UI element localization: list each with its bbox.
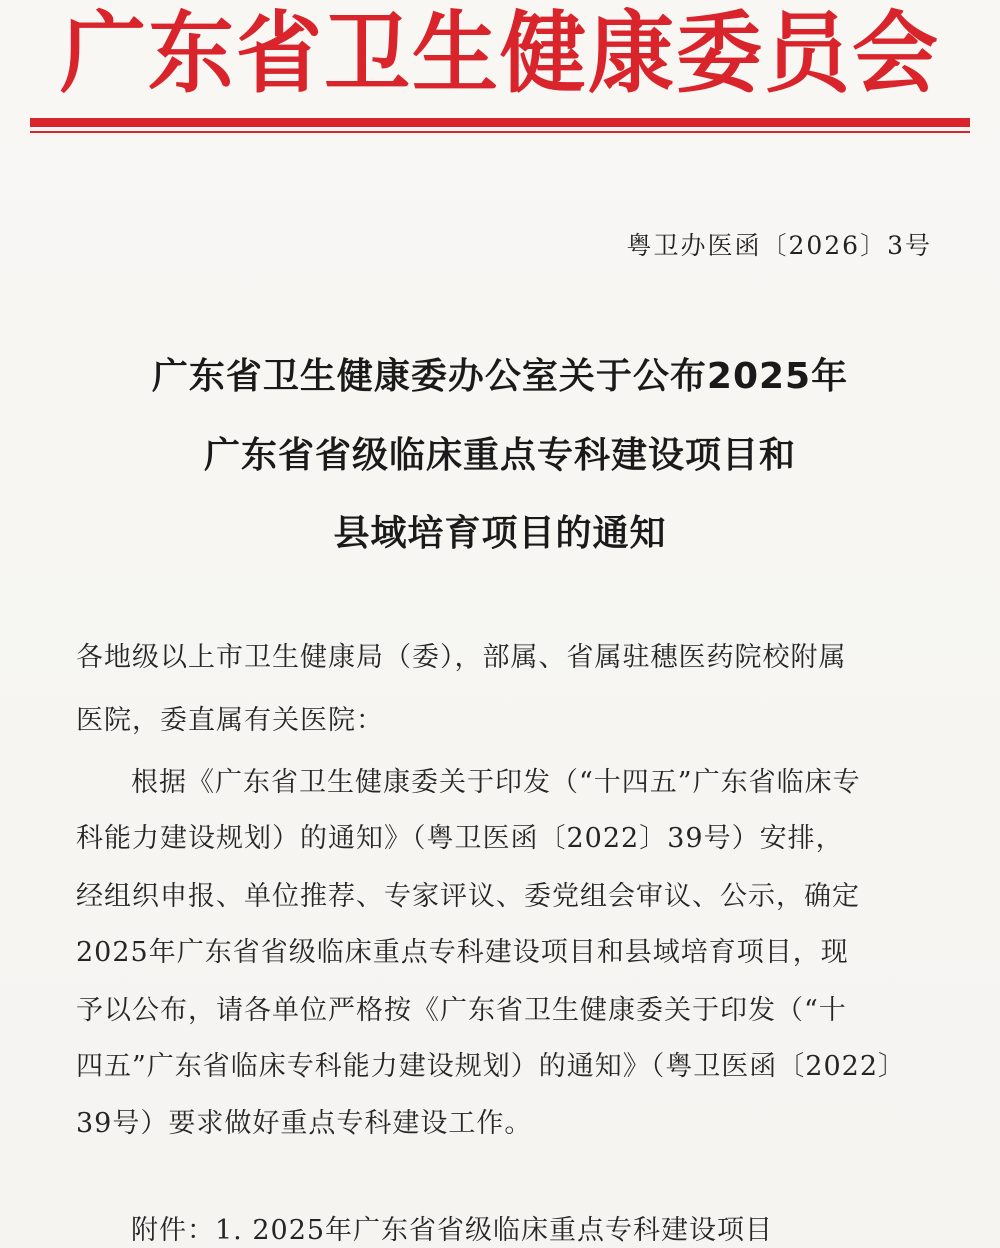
masthead-title: 广东省卫生健康委员会: [60, 2, 940, 106]
notice-title-line-3: 县域培育项目的通知: [333, 513, 667, 554]
notice-title-line-2: 广东省省级临床重点专科建设项目和: [203, 435, 796, 476]
red-divider-thin: [30, 131, 970, 133]
body-line-4: 2025年广东省省级临床重点专科建设项目和县域培育项目，现: [76, 937, 849, 968]
body-line-7: 39号）要求做好重点专科建设工作。: [76, 1108, 533, 1139]
attachment-line: 附件：1. 2025年广东省省级临床重点专科建设项目: [131, 1215, 774, 1246]
document-number: 粤卫办医函〔2026〕3号: [626, 231, 932, 260]
body-line-2: 科能力建设规划）的通知》（粤卫医函〔2022〕39号）安排，: [76, 823, 844, 854]
body-line-1: 根据《广东省卫生健康委关于印发（“十四五”广东省临床专: [131, 767, 861, 798]
addressee-line-2: 医院，委直属有关医院：: [76, 705, 384, 736]
red-divider-thick: [30, 118, 970, 127]
body-line-5: 予以公布，请各单位严格按《广东省卫生健康委关于印发（“十: [76, 995, 847, 1026]
notice-title-line-1: 广东省卫生健康委办公室关于公布2025年: [151, 356, 849, 397]
body-line-6: 四五”广东省临床专科能力建设规划）的通知》（粤卫医函〔2022〕: [76, 1051, 907, 1082]
addressee-line-1: 各地级以上市卫生健康局（委），部属、省属驻穗医药院校附属: [76, 642, 847, 673]
body-line-3: 经组织申报、单位推荐、专家评议、委党组会审议、公示，确定: [76, 881, 860, 912]
